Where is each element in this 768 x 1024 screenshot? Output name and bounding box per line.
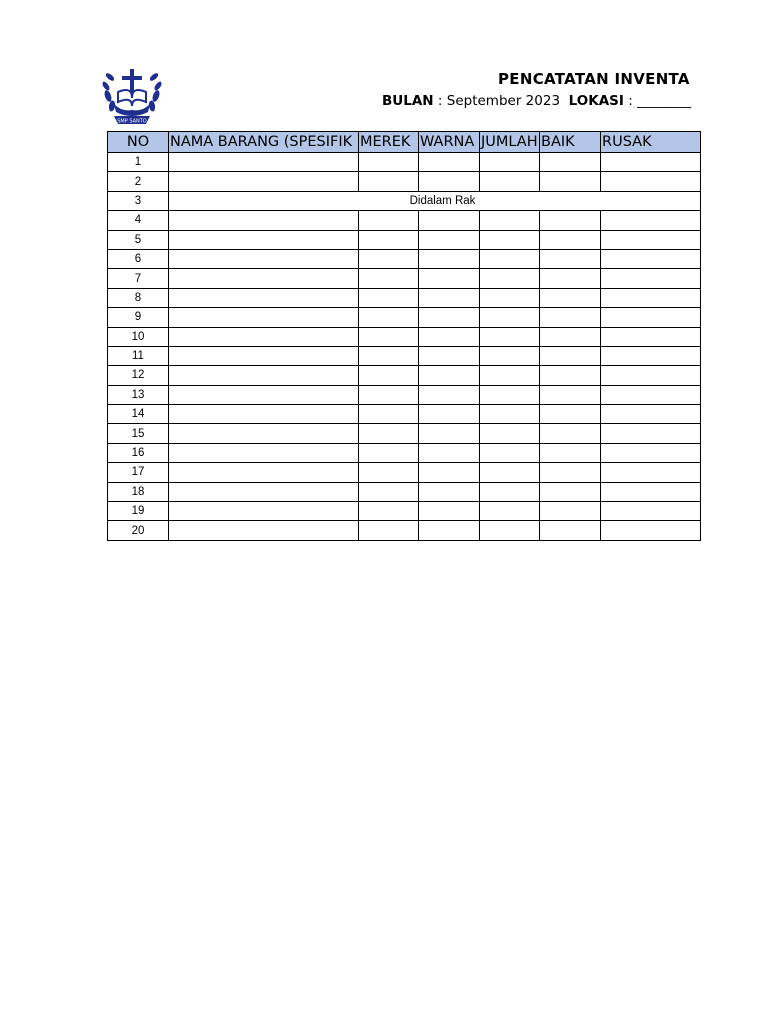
jumlah-cell[interactable] [480, 346, 540, 365]
merek-cell[interactable] [359, 308, 419, 327]
school-emblem-icon [100, 66, 164, 128]
jumlah-cell[interactable] [480, 366, 540, 385]
jumlah-cell[interactable] [480, 443, 540, 462]
table-row [108, 346, 701, 365]
nama-barang-cell[interactable] [169, 153, 359, 172]
warna-cell[interactable] [419, 502, 480, 521]
merek-cell[interactable] [359, 443, 419, 462]
table-row [108, 211, 701, 230]
jumlah-cell[interactable] [480, 288, 540, 307]
column-header-jumlah[interactable]: JUMLAH [480, 132, 540, 153]
nama-barang-cell[interactable] [169, 482, 359, 501]
table-row [108, 269, 701, 288]
baik-cell[interactable] [540, 346, 601, 365]
table-row [108, 308, 701, 327]
merek-cell[interactable] [359, 366, 419, 385]
table-row [108, 288, 701, 307]
baik-cell[interactable] [540, 405, 601, 424]
row-number-cell[interactable]: 6 [108, 249, 169, 268]
baik-cell[interactable] [540, 502, 601, 521]
row-number-cell[interactable]: 12 [108, 366, 169, 385]
row-number-cell[interactable]: 4 [108, 211, 169, 230]
baik-cell[interactable] [540, 385, 601, 404]
warna-cell[interactable] [419, 308, 480, 327]
jumlah-cell[interactable] [480, 405, 540, 424]
rusak-cell[interactable] [601, 346, 701, 365]
baik-cell[interactable] [540, 288, 601, 307]
nama-barang-cell[interactable] [169, 405, 359, 424]
jumlah-cell[interactable] [480, 327, 540, 346]
nama-barang-cell[interactable] [169, 385, 359, 404]
row-number-cell[interactable]: 5 [108, 230, 169, 249]
table-row [108, 405, 701, 424]
jumlah-cell[interactable] [480, 211, 540, 230]
table-row [108, 327, 701, 346]
table-row [108, 502, 701, 521]
table-row [108, 521, 701, 540]
row-number-cell[interactable]: 2 [108, 172, 169, 191]
nama-barang-cell[interactable] [169, 288, 359, 307]
warna-cell[interactable] [419, 405, 480, 424]
rusak-cell[interactable] [601, 269, 701, 288]
jumlah-cell[interactable] [480, 249, 540, 268]
baik-cell[interactable] [540, 327, 601, 346]
baik-cell[interactable] [540, 308, 601, 327]
table-row [108, 385, 701, 404]
nama-barang-cell[interactable] [169, 249, 359, 268]
column-header-rusak[interactable]: RUSAK [601, 132, 701, 153]
jumlah-cell[interactable] [480, 424, 540, 443]
warna-cell[interactable] [419, 249, 480, 268]
warna-cell[interactable] [419, 482, 480, 501]
warna-cell[interactable] [419, 230, 480, 249]
table-row [108, 172, 701, 191]
rusak-cell[interactable] [601, 308, 701, 327]
row-number-cell[interactable]: 8 [108, 288, 169, 307]
merek-cell[interactable] [359, 502, 419, 521]
merek-cell[interactable] [359, 327, 419, 346]
nama-barang-cell[interactable] [169, 463, 359, 482]
merek-cell[interactable] [359, 463, 419, 482]
merged-note-text: Didalam Rak [409, 194, 476, 207]
warna-cell[interactable] [419, 521, 480, 540]
nama-barang-cell[interactable] [169, 211, 359, 230]
bulan-label: BULAN [382, 93, 434, 109]
lokasi-label: LOKASI [568, 93, 624, 109]
table-row [108, 463, 701, 482]
table-row [108, 191, 701, 210]
rusak-cell[interactable] [601, 327, 701, 346]
rusak-cell[interactable] [601, 172, 701, 191]
column-header-merek[interactable]: MEREK [359, 132, 419, 153]
table-row [108, 249, 701, 268]
merek-cell[interactable] [359, 405, 419, 424]
period-location-line [382, 93, 702, 109]
row-number-cell[interactable]: 11 [108, 346, 169, 365]
warna-cell[interactable] [419, 346, 480, 365]
colon-separator: : [628, 93, 633, 109]
merek-cell[interactable] [359, 269, 419, 288]
inventory-table-container [107, 131, 700, 541]
jumlah-cell[interactable] [480, 521, 540, 540]
merek-cell[interactable] [359, 424, 419, 443]
baik-cell[interactable] [540, 482, 601, 501]
merek-cell[interactable] [359, 385, 419, 404]
row-number-cell[interactable]: 10 [108, 327, 169, 346]
logo-ribbon-text: SMP SANTO [117, 118, 147, 125]
bulan-value: September 2023 [446, 93, 561, 109]
merek-cell[interactable] [359, 172, 419, 191]
nama-barang-cell[interactable] [169, 269, 359, 288]
nama-barang-cell[interactable] [169, 230, 359, 249]
row-number-cell[interactable]: 14 [108, 405, 169, 424]
nama-barang-cell[interactable] [169, 327, 359, 346]
merek-cell[interactable] [359, 521, 419, 540]
row-number-cell[interactable]: 1 [108, 153, 169, 172]
merek-cell[interactable] [359, 346, 419, 365]
baik-cell[interactable] [540, 366, 601, 385]
inventory-table [107, 131, 701, 541]
baik-cell[interactable] [540, 424, 601, 443]
table-header-row [108, 132, 701, 153]
row-number-cell[interactable]: 18 [108, 482, 169, 501]
row-number-cell[interactable]: 20 [108, 521, 169, 540]
nama-barang-cell[interactable] [169, 172, 359, 191]
warna-cell[interactable] [419, 153, 480, 172]
rusak-cell[interactable] [601, 288, 701, 307]
row-number-cell[interactable]: 19 [108, 502, 169, 521]
rusak-cell[interactable] [601, 366, 701, 385]
merek-cell[interactable] [359, 249, 419, 268]
rusak-cell[interactable] [601, 249, 701, 268]
nama-barang-cell[interactable] [169, 521, 359, 540]
baik-cell[interactable] [540, 521, 601, 540]
warna-cell[interactable] [419, 385, 480, 404]
table-row [108, 482, 701, 501]
warna-cell[interactable] [419, 463, 480, 482]
warna-cell[interactable] [419, 288, 480, 307]
merek-cell[interactable] [359, 230, 419, 249]
row-number-cell[interactable]: 3 [108, 191, 169, 210]
column-header-baik[interactable]: BAIK [540, 132, 601, 153]
table-row [108, 153, 701, 172]
row-number-cell[interactable]: 16 [108, 443, 169, 462]
baik-cell[interactable] [540, 172, 601, 191]
jumlah-cell[interactable] [480, 172, 540, 191]
rusak-cell[interactable] [601, 211, 701, 230]
warna-cell[interactable] [419, 327, 480, 346]
warna-cell[interactable] [419, 211, 480, 230]
rusak-cell[interactable] [601, 230, 701, 249]
rusak-cell[interactable] [601, 482, 701, 501]
baik-cell[interactable] [540, 269, 601, 288]
merek-cell[interactable] [359, 482, 419, 501]
jumlah-cell[interactable] [480, 502, 540, 521]
jumlah-cell[interactable] [480, 463, 540, 482]
nama-barang-cell[interactable] [169, 308, 359, 327]
jumlah-cell[interactable] [480, 385, 540, 404]
jumlah-cell[interactable] [480, 269, 540, 288]
baik-cell[interactable] [540, 249, 601, 268]
baik-cell[interactable] [540, 443, 601, 462]
row-number-cell[interactable]: 17 [108, 463, 169, 482]
nama-barang-cell[interactable] [169, 366, 359, 385]
rusak-cell[interactable] [601, 405, 701, 424]
row-number-cell[interactable]: 9 [108, 308, 169, 327]
rusak-cell[interactable] [601, 521, 701, 540]
warna-cell[interactable] [419, 443, 480, 462]
rusak-cell[interactable] [601, 424, 701, 443]
column-header-no[interactable]: NO [108, 132, 169, 153]
nama-barang-cell[interactable] [169, 502, 359, 521]
merek-cell[interactable] [359, 288, 419, 307]
warna-cell[interactable] [419, 424, 480, 443]
baik-cell[interactable] [540, 230, 601, 249]
jumlah-cell[interactable] [480, 230, 540, 249]
merged-note-cell[interactable] [169, 191, 701, 210]
rusak-cell[interactable] [601, 153, 701, 172]
colon-separator: : [437, 93, 443, 109]
row-number-cell[interactable]: 13 [108, 385, 169, 404]
lokasi-value: ________ [637, 93, 692, 109]
baik-cell[interactable] [540, 463, 601, 482]
warna-cell[interactable] [419, 366, 480, 385]
column-header-nama-barang[interactable]: NAMA BARANG (SPESIFIK [169, 132, 359, 153]
jumlah-cell[interactable] [480, 308, 540, 327]
rusak-cell[interactable] [601, 502, 701, 521]
jumlah-cell[interactable] [480, 153, 540, 172]
column-header-warna[interactable]: WARNA [419, 132, 480, 153]
table-row [108, 366, 701, 385]
baik-cell[interactable] [540, 211, 601, 230]
rusak-cell[interactable] [601, 443, 701, 462]
nama-barang-cell[interactable] [169, 443, 359, 462]
rusak-cell[interactable] [601, 385, 701, 404]
row-number-cell[interactable]: 7 [108, 269, 169, 288]
merek-cell[interactable] [359, 211, 419, 230]
nama-barang-cell[interactable] [169, 346, 359, 365]
merek-cell[interactable] [359, 153, 419, 172]
table-row [108, 443, 701, 462]
jumlah-cell[interactable] [480, 482, 540, 501]
page-title: PENCATATAN INVENTA [498, 70, 690, 88]
table-row [108, 424, 701, 443]
baik-cell[interactable] [540, 153, 601, 172]
warna-cell[interactable] [419, 269, 480, 288]
rusak-cell[interactable] [601, 463, 701, 482]
warna-cell[interactable] [419, 172, 480, 191]
row-number-cell[interactable]: 15 [108, 424, 169, 443]
nama-barang-cell[interactable] [169, 424, 359, 443]
table-row [108, 230, 701, 249]
